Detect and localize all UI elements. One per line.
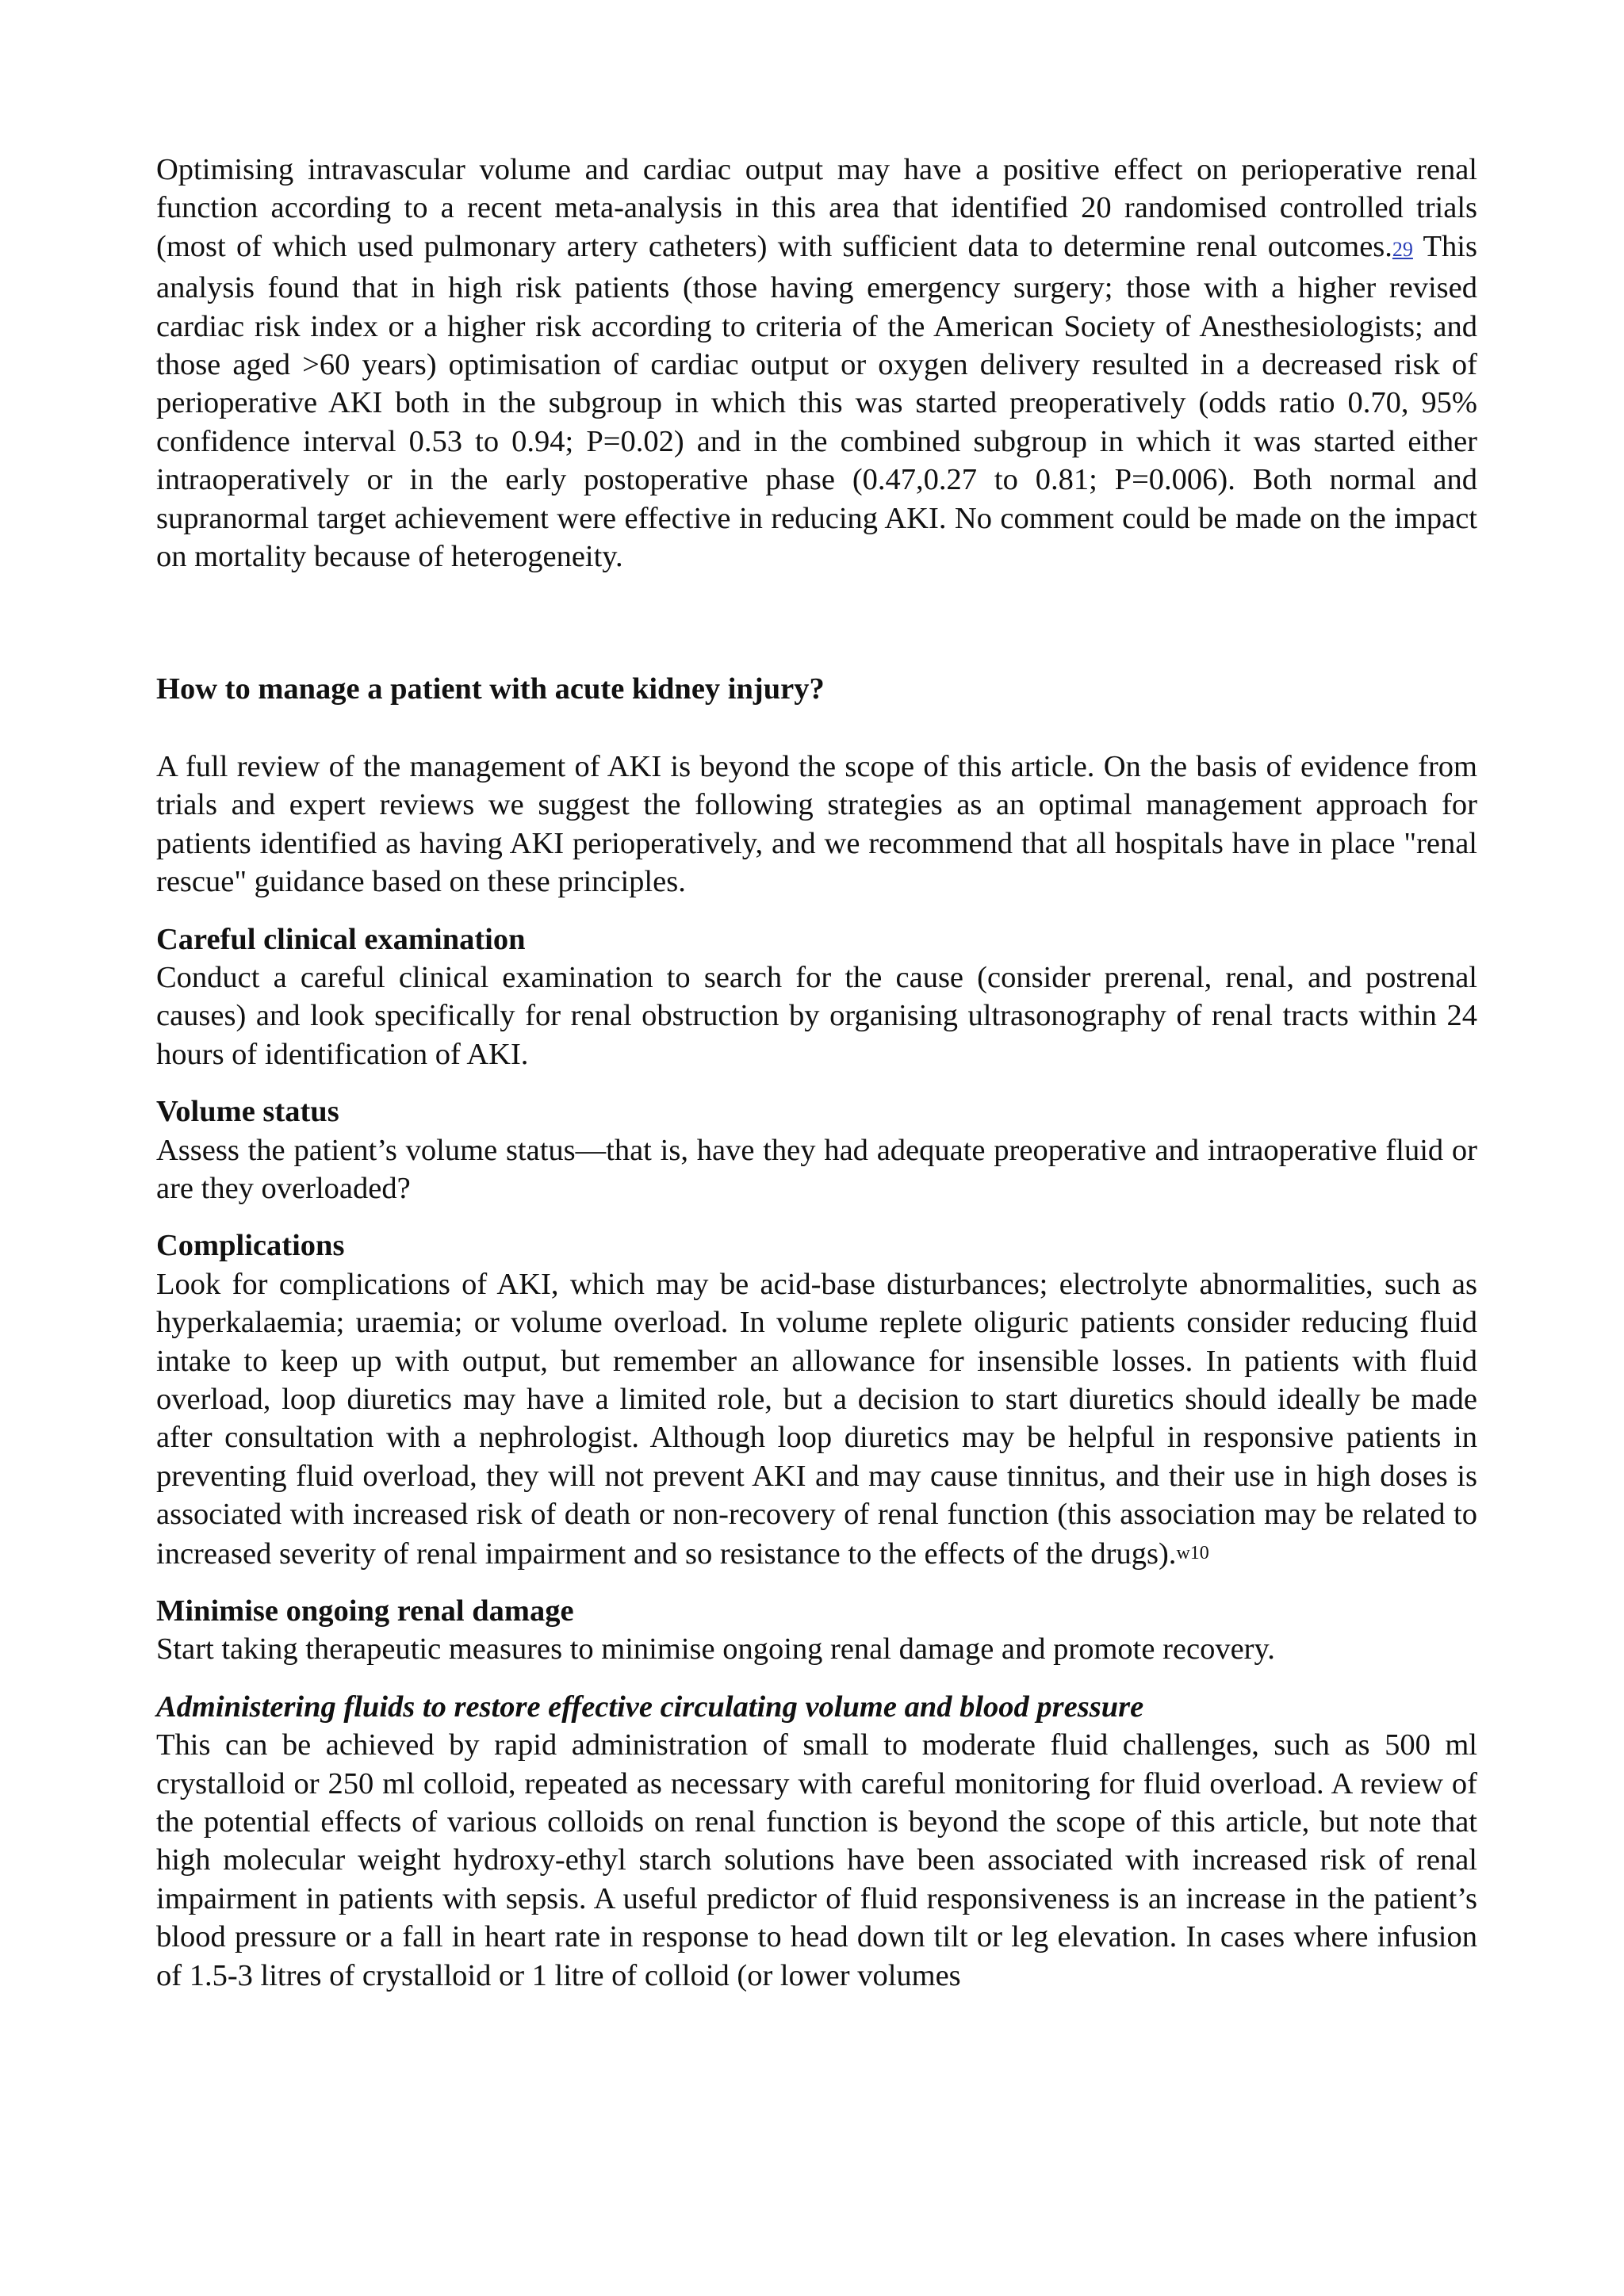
intro-paragraph xyxy=(156,151,1477,576)
complications-text: Look for complications of AKI, which may be acid-base disturbances; electrolyte abnormalities, such as hyperkalaemia; uraemia; or volume overload. In volume replete oliguric patients consider reducing fluid intake to keep up with output, but remember an allowance for insensible losses. In patients with fluid overload, loop diuretics may have a limited role, but a decision to start diuretics should ideally be made after consultation with a nephrologist. Although loop diuretics may be helpful in responsive patients in preventing fluid overload, they will not prevent AKI and may cause tinnitus, and their use in high doses is associated with increased risk of death or non-recovery of renal function (this association may be related to increased severity of renal impairment and so resistance to the effects of the drugs). xyxy=(156,1267,1477,1571)
document-page xyxy=(156,151,1477,1995)
minimise-damage-paragraph: Start taking therapeutic measures to minimise ongoing renal damage and promote recovery. xyxy=(156,1632,1275,1667)
volume-status-heading: Volume status xyxy=(156,1095,339,1129)
management-intro-paragraph: A full review of the management of AKI is beyond the scope of this article. On the basis of evidence from trials and expert reviews we suggest the following strategies as an optimal management approach for patients identified as having AKI perioperatively, and we recommend that all hospitals have in place "renal rescue" guidance based on these principles. xyxy=(156,749,1477,899)
reference-w10: w10 xyxy=(1176,1542,1209,1563)
reference-link-29[interactable]: 29 xyxy=(1392,237,1413,261)
intro-text-before-ref: Optimising intravascular volume and cardiac output may have a positive effect on perioperative renal function according to a recent meta-analysis in this area that identified 20 randomised controlled trials (most of which used pulmonary artery catheters) with sufficient data to determine renal outcomes. xyxy=(156,153,1477,263)
minimise-damage-heading: Minimise ongoing renal damage xyxy=(156,1594,574,1628)
complications-heading: Complications xyxy=(156,1229,345,1263)
complications-paragraph xyxy=(156,1265,1477,1573)
section-title: How to manage a patient with acute kidney injury? xyxy=(156,672,825,706)
volume-status-paragraph: Assess the patient’s volume status—that is, have they had adequate preoperative and intraoperative fluid or are they overloaded? xyxy=(156,1133,1477,1205)
exam-heading: Careful clinical examination xyxy=(156,922,526,956)
fluids-subheading: Administering fluids to restore effective circulating volume and blood pressure xyxy=(156,1689,1144,1724)
intro-text-after-ref: This analysis found that in high risk patients (those having emergency surgery; those with a higher revised cardiac risk index or a higher risk according to criteria of the American Society of Anesthesiologists; and those aged >60 years) optimisation of cardiac output or oxygen delivery resulted in a decreased risk of perioperative AKI both in the subgroup in which this was started preoperatively (odds ratio 0.70, 95% confidence interval 0.53 to 0.94; P=0.02) and in the combined subgroup in which it was started either intraoperatively or in the early postoperative phase (0.47,0.27 to 0.81; P=0.006). Both normal and supranormal target achievement were effective in reducing AKI. No comment could be made on the impact on mortality because of heterogeneity. xyxy=(156,229,1477,574)
fluids-paragraph: This can be achieved by rapid administration of small to moderate fluid challenges, such as 500 ml crystalloid or 250 ml colloid, repeated as necessary with careful monitoring for fluid overload. A review of the potential effects of various colloids on renal function is beyond the scope of this article, but note that high molecular weight hydroxy-ethyl starch solutions have been associated with increased risk of renal impairment in patients with sepsis. A useful predictor of fluid responsiveness is an increase in the patient’s blood pressure or a fall in heart rate in response to head down tilt or leg elevation. In cases where infusion of 1.5-3 litres of crystalloid or 1 litre of colloid (or lower volumes xyxy=(156,1728,1477,1992)
exam-paragraph: Conduct a careful clinical examination to search for the cause (consider prerenal, renal, and postrenal causes) and look specifically for renal obstruction by organising ultrasonography of renal tracts within 24 hours of identification of AKI. xyxy=(156,960,1477,1071)
